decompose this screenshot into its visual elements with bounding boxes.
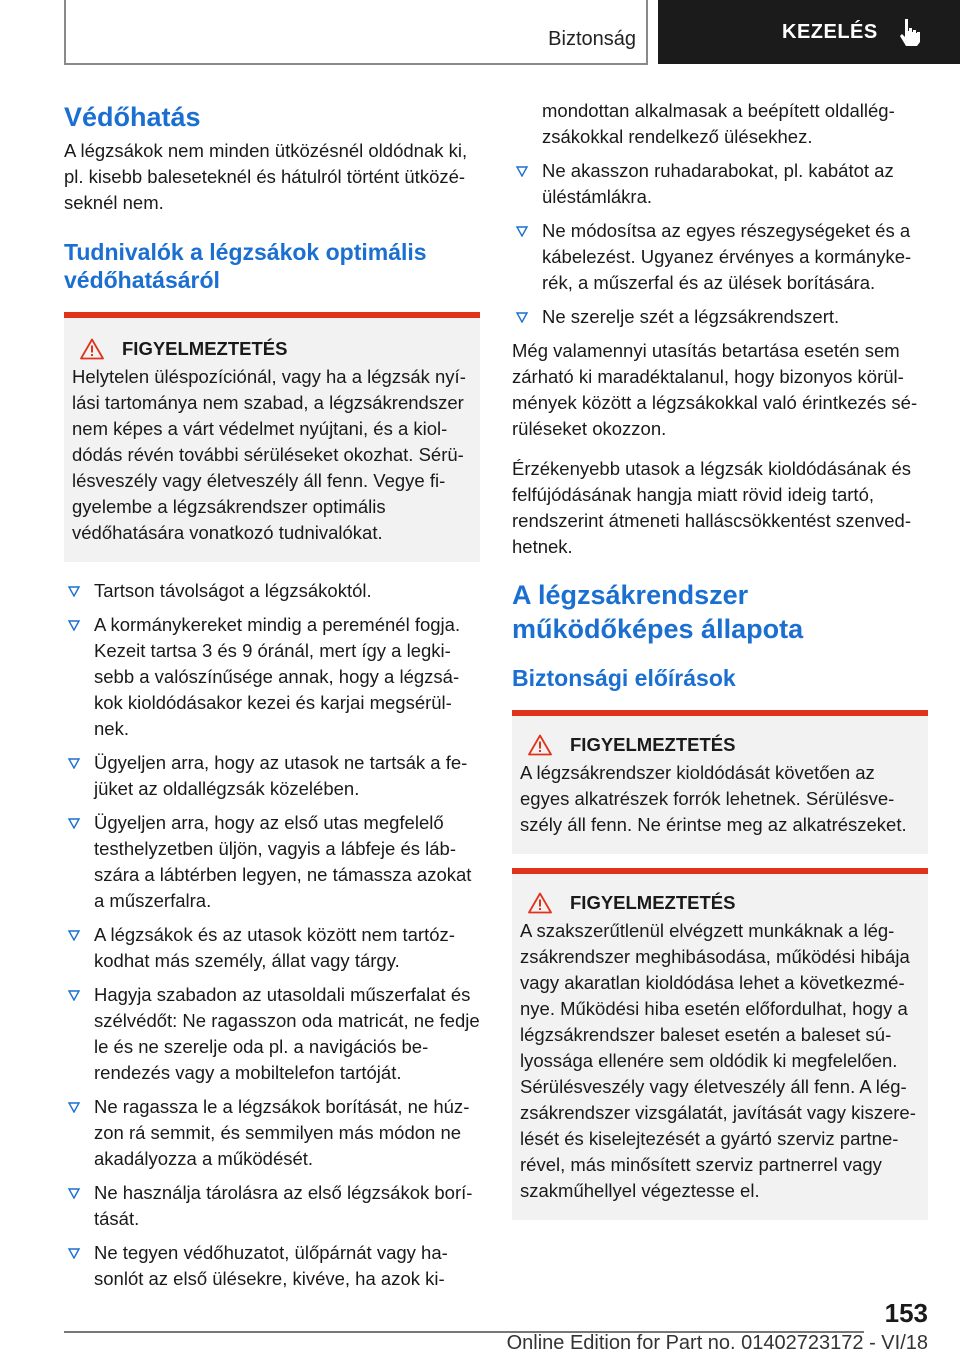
list-item: Tartson távolságot a légzsákoktól. — [64, 578, 480, 604]
list-item: Ne használja tárolásra az első légzsákok borítását. — [64, 1180, 480, 1232]
right-column — [512, 98, 928, 1220]
warning-title: FIGYELMEZTETÉS — [122, 338, 288, 359]
page-number: 153 — [884, 1298, 928, 1328]
left-column — [64, 100, 480, 1300]
intro-paragraph: A légzsákok nem minden ütközésnél oldódnak ki, pl. kisebb baleseteknél és hátulról történt ütközéseknél nem. — [64, 140, 468, 213]
footer-edition: Online Edition for Part no. 01402723172 - VI/18 — [506, 1332, 928, 1354]
bullet-triangle-icon — [68, 1102, 80, 1113]
bullet-triangle-icon — [68, 1188, 80, 1199]
bullet-triangle-icon — [68, 758, 80, 769]
bullet-continuation: mondottan alkalmasak a beépített oldallégzsákokkal rendelkező ülésekhez. — [542, 100, 895, 147]
paragraph-hearing: Érzékenyebb utasok a légzsák kioldódásának és felfújódásának hangja miatt rövid ideig tartó, rendszerint átmeneti halláscsökkentést szenvedhetnek. — [512, 458, 912, 557]
warning-triangle-icon — [528, 892, 552, 914]
warning-triangle-icon — [80, 338, 104, 360]
list-item: Ügyeljen arra, hogy az első utas megfelelő testhelyzetben üljön, vagyis a lábfeje és lábszára a lábtérben legyen, ne támassza azokat a műszerfalra. — [64, 810, 480, 914]
section-title-vedohatas: Védőhatás — [64, 102, 201, 132]
bullet-triangle-icon — [68, 1248, 80, 1259]
bullet-triangle-icon — [516, 312, 528, 323]
warning-body: Helytelen üléspozíciónál, vagy ha a légzsák nyílási tartománya nem szabad, a légzsákrendszer nem képes a várt védelmet nyújtani, és a kioldódás révén további sérüléseket okozhat. Sérülésveszély vagy életveszély áll fenn. Vegye figyelembe a légzsákrendszer optimális védőhatására vonatkozó tudnivalókat. — [72, 366, 466, 543]
warning-triangle-icon — [528, 734, 552, 756]
list-item: A légzsákok és az utasok között nem tartózkodhat más személy, állat vagy tárgy. — [64, 922, 480, 974]
list-item: Ne módosítsa az egyes részegységeket és a kábelezést. Ugyanez érvényes a kormánykerék, a műszerfal és az ülések borítására. — [512, 218, 928, 296]
bullet-triangle-icon — [68, 586, 80, 597]
subsection-title-safety-rules: Biztonsági előírások — [512, 665, 736, 691]
warning-box-hot-parts — [512, 710, 928, 854]
warning-body: A szakszerűtlenül elvégzett munkáknak a légzsákrendszer meghibásodása, működési hibája vagy akaratlan kioldódása lehet a következménye. Működési hiba esetén előfordulhat, hogy a légzsákrendszer baleset esetén a baleset súlyossága ellenére sem oldódik ki megfelelően. Sérülésveszély vagy életveszély áll fenn. A légzsákrendszer vizsgálatát, javítását vagy kiszerelését és kiselejtezését a gyártó szerviz partnerével, más minősített szerviz partnerrel vagy szakműhellyel végeztesse el. — [520, 920, 916, 1201]
list-item: Hagyja szabadon az utasoldali műszerfalat és szélvédőt: Ne ragasszon oda matricát, ne fedje le és ne szerelje oda pl. a navigációs berendezés vagy a mobiltelefon tartóját. — [64, 982, 480, 1086]
warning-box-improper-work — [512, 868, 928, 1220]
hand-pointer-icon — [898, 18, 920, 46]
bullet-triangle-icon — [68, 930, 80, 941]
warning-box — [64, 312, 480, 562]
list-item: Ne akasszon ruhadarabokat, pl. kabátot az üléstámlákra. — [512, 158, 928, 210]
bullet-triangle-icon — [68, 620, 80, 631]
header-rule-bottom — [64, 63, 648, 65]
warning-header — [520, 732, 920, 758]
header-rule-right — [646, 0, 648, 64]
bullet-triangle-icon — [68, 818, 80, 829]
section-title-airbag-operational: A légzsákrendszer működőképes állapota — [512, 580, 804, 644]
header-section-title: Biztonság — [548, 28, 636, 50]
header-chapter-tab — [658, 0, 960, 64]
list-item: Ne tegyen védőhuzatot, ülőpárnát vagy hasonlót az első ülésekre, kivéve, ha azok ki- — [64, 1240, 480, 1292]
safety-bullet-list — [64, 578, 480, 1292]
list-item: Ügyeljen arra, hogy az utasok ne tartsák a fejüket az oldallégzsák közelében. — [64, 750, 480, 802]
bullet-triangle-icon — [516, 166, 528, 177]
subsection-title: Tudnivalók a légzsákok optimális védőhatásáról — [64, 239, 427, 293]
warning-title: FIGYELMEZTETÉS — [570, 892, 736, 913]
bullet-triangle-icon — [68, 990, 80, 1001]
list-item: Ne szerelje szét a légzsákrendszert. — [512, 304, 928, 330]
chapter-tab-label: KEZELÉS — [782, 20, 878, 43]
warning-title: FIGYELMEZTETÉS — [570, 734, 736, 755]
warning-header — [72, 336, 472, 362]
warning-header — [520, 890, 920, 916]
paragraph-contact-injury: Még valamennyi utasítás betartása esetén sem zárható ki maradéktalanul, hogy bizonyos körülmények között a légzsákokkal való érintkezés sérüléseket okozzon. — [512, 340, 918, 439]
safety-bullet-list-continued — [512, 158, 928, 330]
list-item: A kormánykereket mindig a pereménél fogja. Kezeit tartsa 3 és 9 óránál, mert így a legkisebb a valószínűsége annak, hogy a légzsákok kioldódásakor kezei és karjai megsérülnek. — [64, 612, 480, 742]
bullet-triangle-icon — [516, 226, 528, 237]
list-item: Ne ragassza le a légzsákok borítását, ne húzzon rá semmit, és semmilyen más módon ne akadályozza a működését. — [64, 1094, 480, 1172]
warning-body: A légzsákrendszer kioldódását követően az egyes alkatrészek forrók lehetnek. Sérülésveszély áll fenn. Ne érintse meg az alkatrészeket. — [520, 762, 907, 835]
